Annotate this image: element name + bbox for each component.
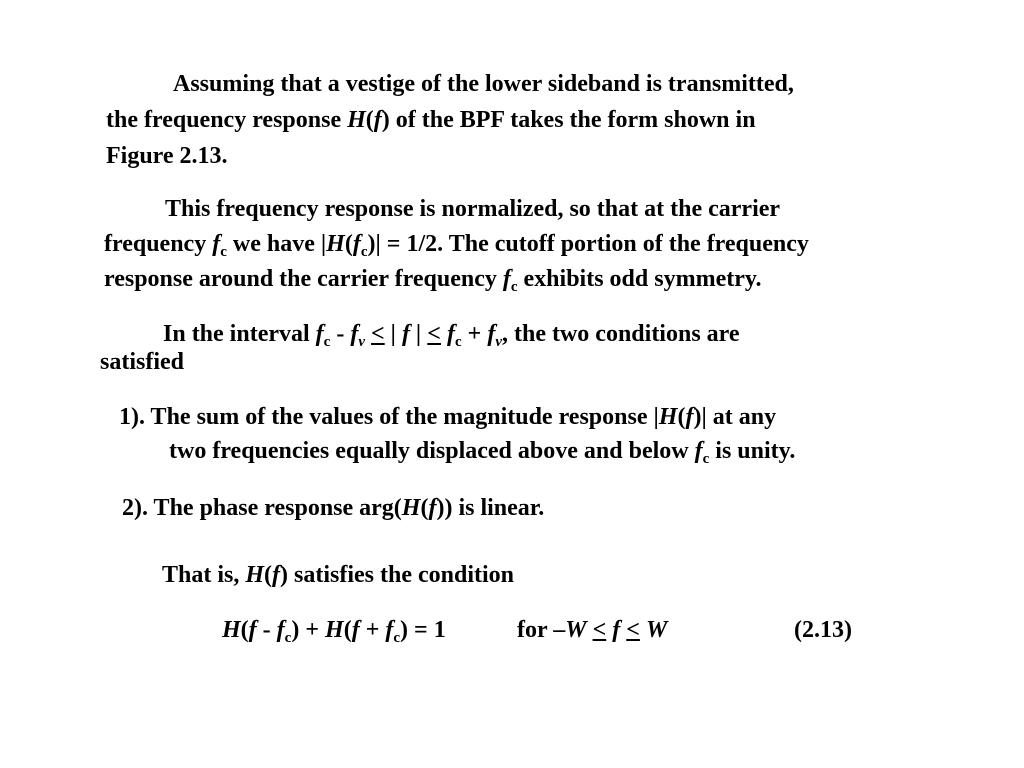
symbol-W: W: [645, 617, 668, 643]
symbol-H: H: [347, 107, 366, 133]
symbol-f: f: [685, 404, 694, 430]
subscript-c: c: [510, 279, 518, 295]
paren-open: (: [365, 107, 374, 133]
para1-line3-text: Figure 2.13.: [106, 143, 228, 169]
para1-line1: [173, 72, 794, 96]
para1-line2: [106, 108, 756, 132]
less-equal-sign: <: [592, 617, 607, 643]
cond1-line1-a: 1). The sum of the values of the magnitude response |: [119, 404, 659, 430]
paren-close: ): [381, 107, 390, 133]
para2-line1: [165, 197, 780, 221]
subscript-c: c: [323, 334, 331, 350]
para2-line3-a: response around the carrier frequency: [104, 266, 503, 292]
minus-sign: -: [330, 321, 351, 347]
para3-line1-a: In the interval: [163, 321, 316, 347]
symbol-f: f: [351, 617, 360, 643]
symbol-W: W: [565, 617, 587, 643]
equation-equals-one: ) = 1: [400, 617, 446, 643]
subscript-v: v: [358, 334, 366, 350]
paren-open: (: [420, 495, 429, 521]
subscript-c: c: [220, 244, 227, 260]
symbol-f: f: [502, 266, 511, 292]
subscript-c: c: [360, 244, 368, 260]
plus-sign: +: [461, 321, 488, 347]
symbol-H: H: [222, 617, 241, 643]
equation-number: [794, 618, 852, 642]
para2-line2-a: frequency: [104, 231, 213, 257]
equation-number-text: (2.13): [794, 617, 852, 643]
para2-line3: [104, 266, 762, 295]
cond1-line2-b: is unity.: [709, 438, 796, 464]
plus-sign: +: [359, 617, 386, 643]
symbol-f: f: [276, 617, 285, 643]
symbol-f: f: [446, 321, 455, 347]
paren-open: (: [343, 617, 352, 643]
cond1-line2-a: two frequencies equally displaced above and below: [169, 438, 695, 464]
symbol-f: f: [350, 321, 359, 347]
that-is-text-a: That is,: [162, 562, 246, 588]
subscript-c: c: [393, 630, 401, 646]
symbol-H: H: [326, 231, 345, 257]
para1-line2-post: of the BPF takes the form shown in: [389, 107, 756, 133]
symbol-f: f: [272, 562, 281, 588]
that-is-line: [162, 563, 514, 587]
para3-line2-text: satisfied: [100, 349, 184, 375]
para2-line1-text: This frequency response is normalized, so that at the carrier: [165, 196, 781, 222]
subscript-c: c: [454, 334, 462, 350]
para1-line3: [106, 144, 228, 168]
symbol-f: f: [694, 438, 703, 464]
that-is-text-b: ) satisfies the condition: [280, 562, 515, 588]
subscript-v: v: [495, 334, 502, 350]
less-equal-sign: <: [626, 617, 640, 643]
symbol-f: f: [385, 617, 394, 643]
equation-mid: ) +: [291, 617, 326, 643]
para3-line1-b: , the two conditions are: [501, 321, 740, 347]
subscript-c: c: [702, 451, 710, 467]
symbol-f: f: [612, 617, 621, 643]
para2-line3-b: exhibits odd symmetry.: [517, 266, 762, 292]
symbol-f: f: [248, 617, 257, 643]
para3-line1: [163, 321, 740, 350]
cond1-line2: [169, 438, 796, 467]
paren-open: (: [677, 404, 686, 430]
symbol-f: f: [352, 231, 361, 257]
cond2-text-a: 2). The phase response arg(: [122, 495, 402, 521]
symbol-f: f: [487, 321, 496, 347]
para1-line2-pre: the frequency response: [106, 107, 348, 133]
less-equal-sign: <: [427, 321, 441, 347]
symbol-f: f: [428, 495, 437, 521]
minus-sign: -: [256, 617, 277, 643]
symbol-H: H: [245, 562, 265, 588]
symbol-H: H: [325, 617, 344, 643]
cond1-line1-b: | at any: [701, 404, 777, 430]
para1-line1-text: Assuming that a vestige of the lower sideband is transmitted,: [173, 71, 794, 97]
cond2-text-b: )) is linear.: [436, 495, 545, 521]
cond1-line1: [119, 405, 776, 429]
cond2-line: [122, 496, 544, 520]
less-equal-sign: <: [371, 321, 385, 347]
symbol-H: H: [658, 404, 678, 430]
symbol-f: f: [212, 231, 221, 257]
paren-close: ): [693, 404, 702, 430]
para2-line2: [104, 231, 809, 260]
paren-close: ): [367, 231, 376, 257]
paren-open: (: [240, 617, 249, 643]
equation-condition: [517, 618, 667, 642]
symbol-H: H: [401, 495, 421, 521]
symbol-f: f: [373, 107, 382, 133]
para2-line2-b: we have |: [226, 231, 327, 257]
subscript-c: c: [284, 630, 292, 646]
para3-line2: [100, 350, 184, 374]
paren-open: (: [264, 562, 273, 588]
para2-line2-c: | = 1/2. The cutoff portion of the frequency: [375, 231, 809, 257]
for-text: for –: [517, 617, 566, 643]
symbol-f: f: [315, 321, 324, 347]
equation-line: [222, 617, 446, 646]
paren-open: (: [344, 231, 353, 257]
abs-f: | f |: [384, 321, 428, 347]
